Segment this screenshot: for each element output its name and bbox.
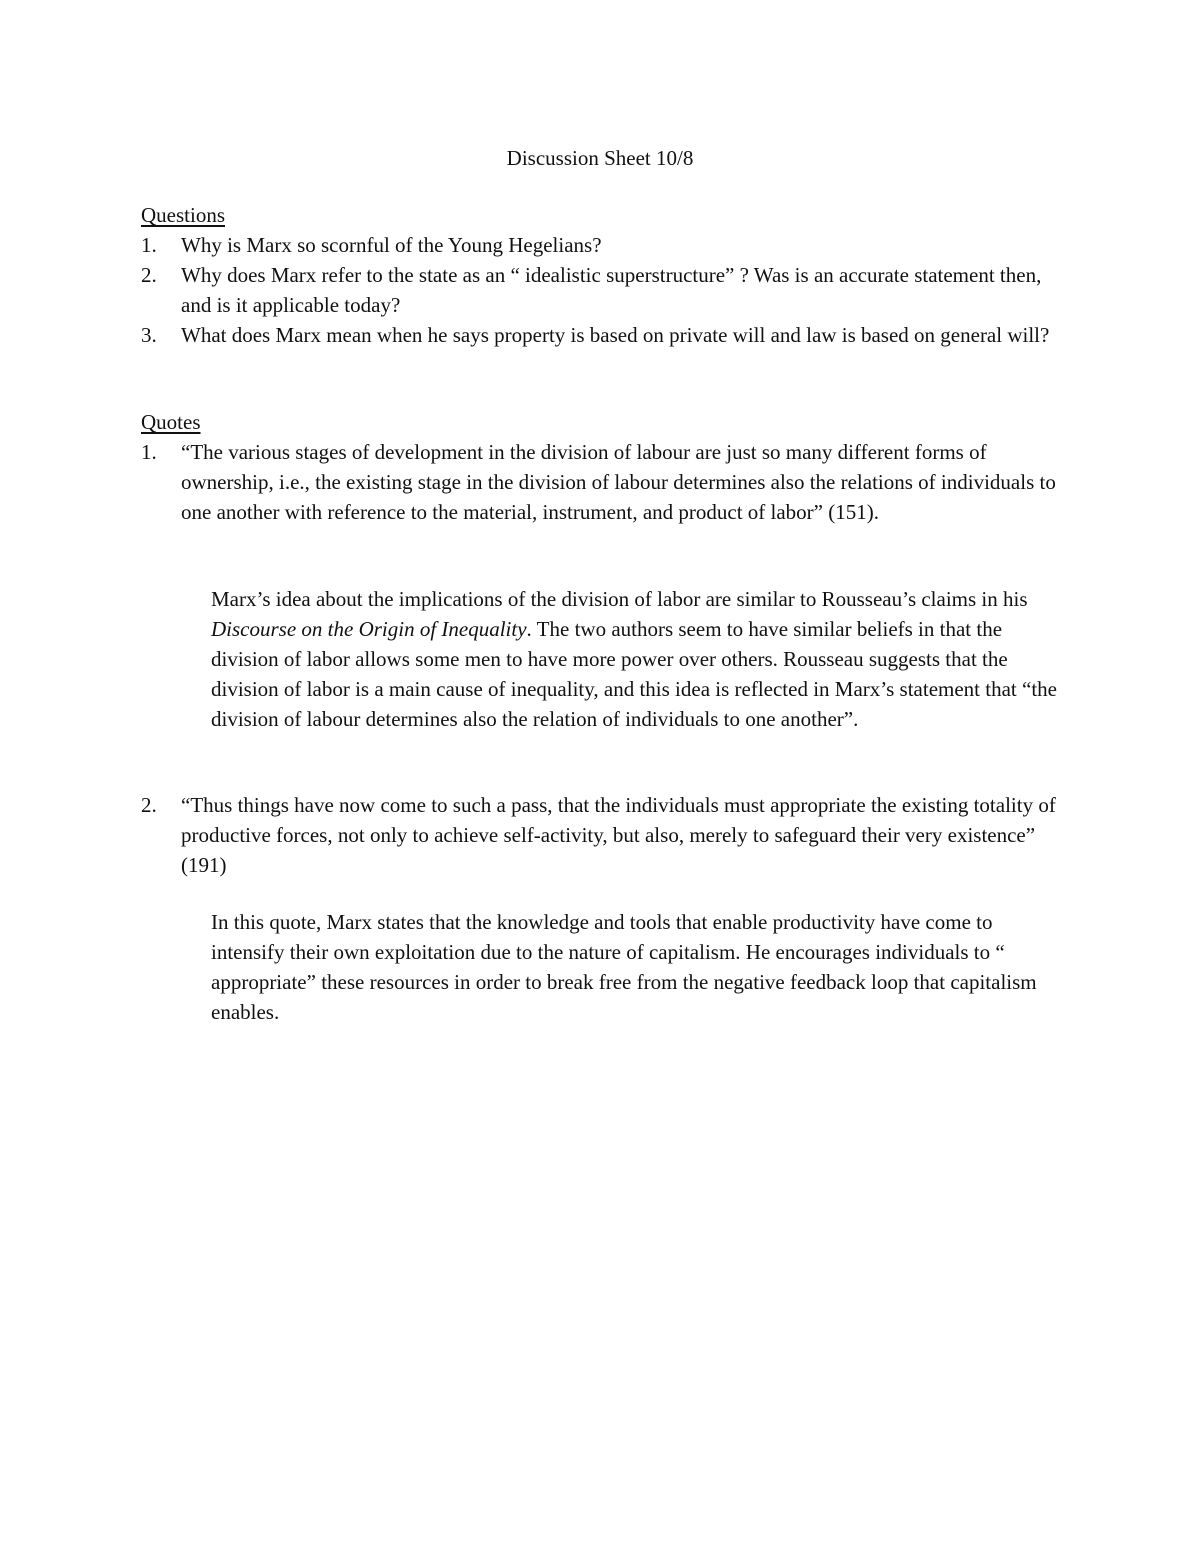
question-text: Why does Marx refer to the state as an “ idealistic superstructure” ? Was is an accurate statement then, and is it applicable today? (181, 263, 1042, 317)
list-item (141, 230, 1061, 260)
quotes-list-first (141, 437, 1061, 527)
quote-commentary: In this quote, Marx states that the knowledge and tools that enable productivity have come to intensify their own exploitation due to the nature of capitalism. He encourages individuals to “ appropriate” these resources in order to break free from the negative feedback loop that capitalism enables. (211, 910, 1037, 1024)
list-number: 2. (141, 793, 157, 817)
list-item (141, 260, 1061, 320)
list-number: 2. (141, 263, 157, 287)
list-number: 3. (141, 323, 157, 347)
list-item (141, 320, 1061, 350)
questions-heading: Questions (141, 203, 225, 227)
quote-text: “The various stages of development in the division of labour are just so many different forms of ownership, i.e., the existing stage in the division of labour determines also the relations of individuals to one another with reference to the material, instrument, and product of labor” (151). (181, 440, 1056, 524)
book-title: Discourse on the Origin of Inequality (211, 617, 527, 641)
quotes-heading: Quotes (141, 410, 201, 434)
quote-text: “Thus things have now come to such a pass, that the individuals must appropriate the existing totality of productive forces, not only to achieve self-activity, but also, merely to safeguard their very existence” (191) (181, 793, 1056, 877)
question-text: What does Marx mean when he says property is based on private will and law is based on general will? (181, 323, 1050, 347)
list-item (141, 437, 1061, 527)
commentary-text: . The two authors seem to have similar beliefs in that the division of labor allows some men to have more power over others. Rousseau suggests that the division of labor is a main cause of inequality, and this idea is reflected in Marx’s statement that “the division of labour determines also the relation of individuals to one another”. (211, 617, 1057, 731)
questions-list (141, 230, 1061, 350)
quote-commentary (211, 584, 1061, 734)
question-text: Why is Marx so scornful of the Young Hegelians? (181, 233, 602, 257)
list-item (141, 790, 1061, 880)
list-number: 1. (141, 233, 157, 257)
commentary-text: Marx’s idea about the implications of the division of labor are similar to Rousseau’s claims in his (211, 587, 1028, 611)
list-number: 1. (141, 440, 157, 464)
quotes-list-second (141, 790, 1061, 880)
page-title: Discussion Sheet 10/8 (506, 146, 694, 170)
